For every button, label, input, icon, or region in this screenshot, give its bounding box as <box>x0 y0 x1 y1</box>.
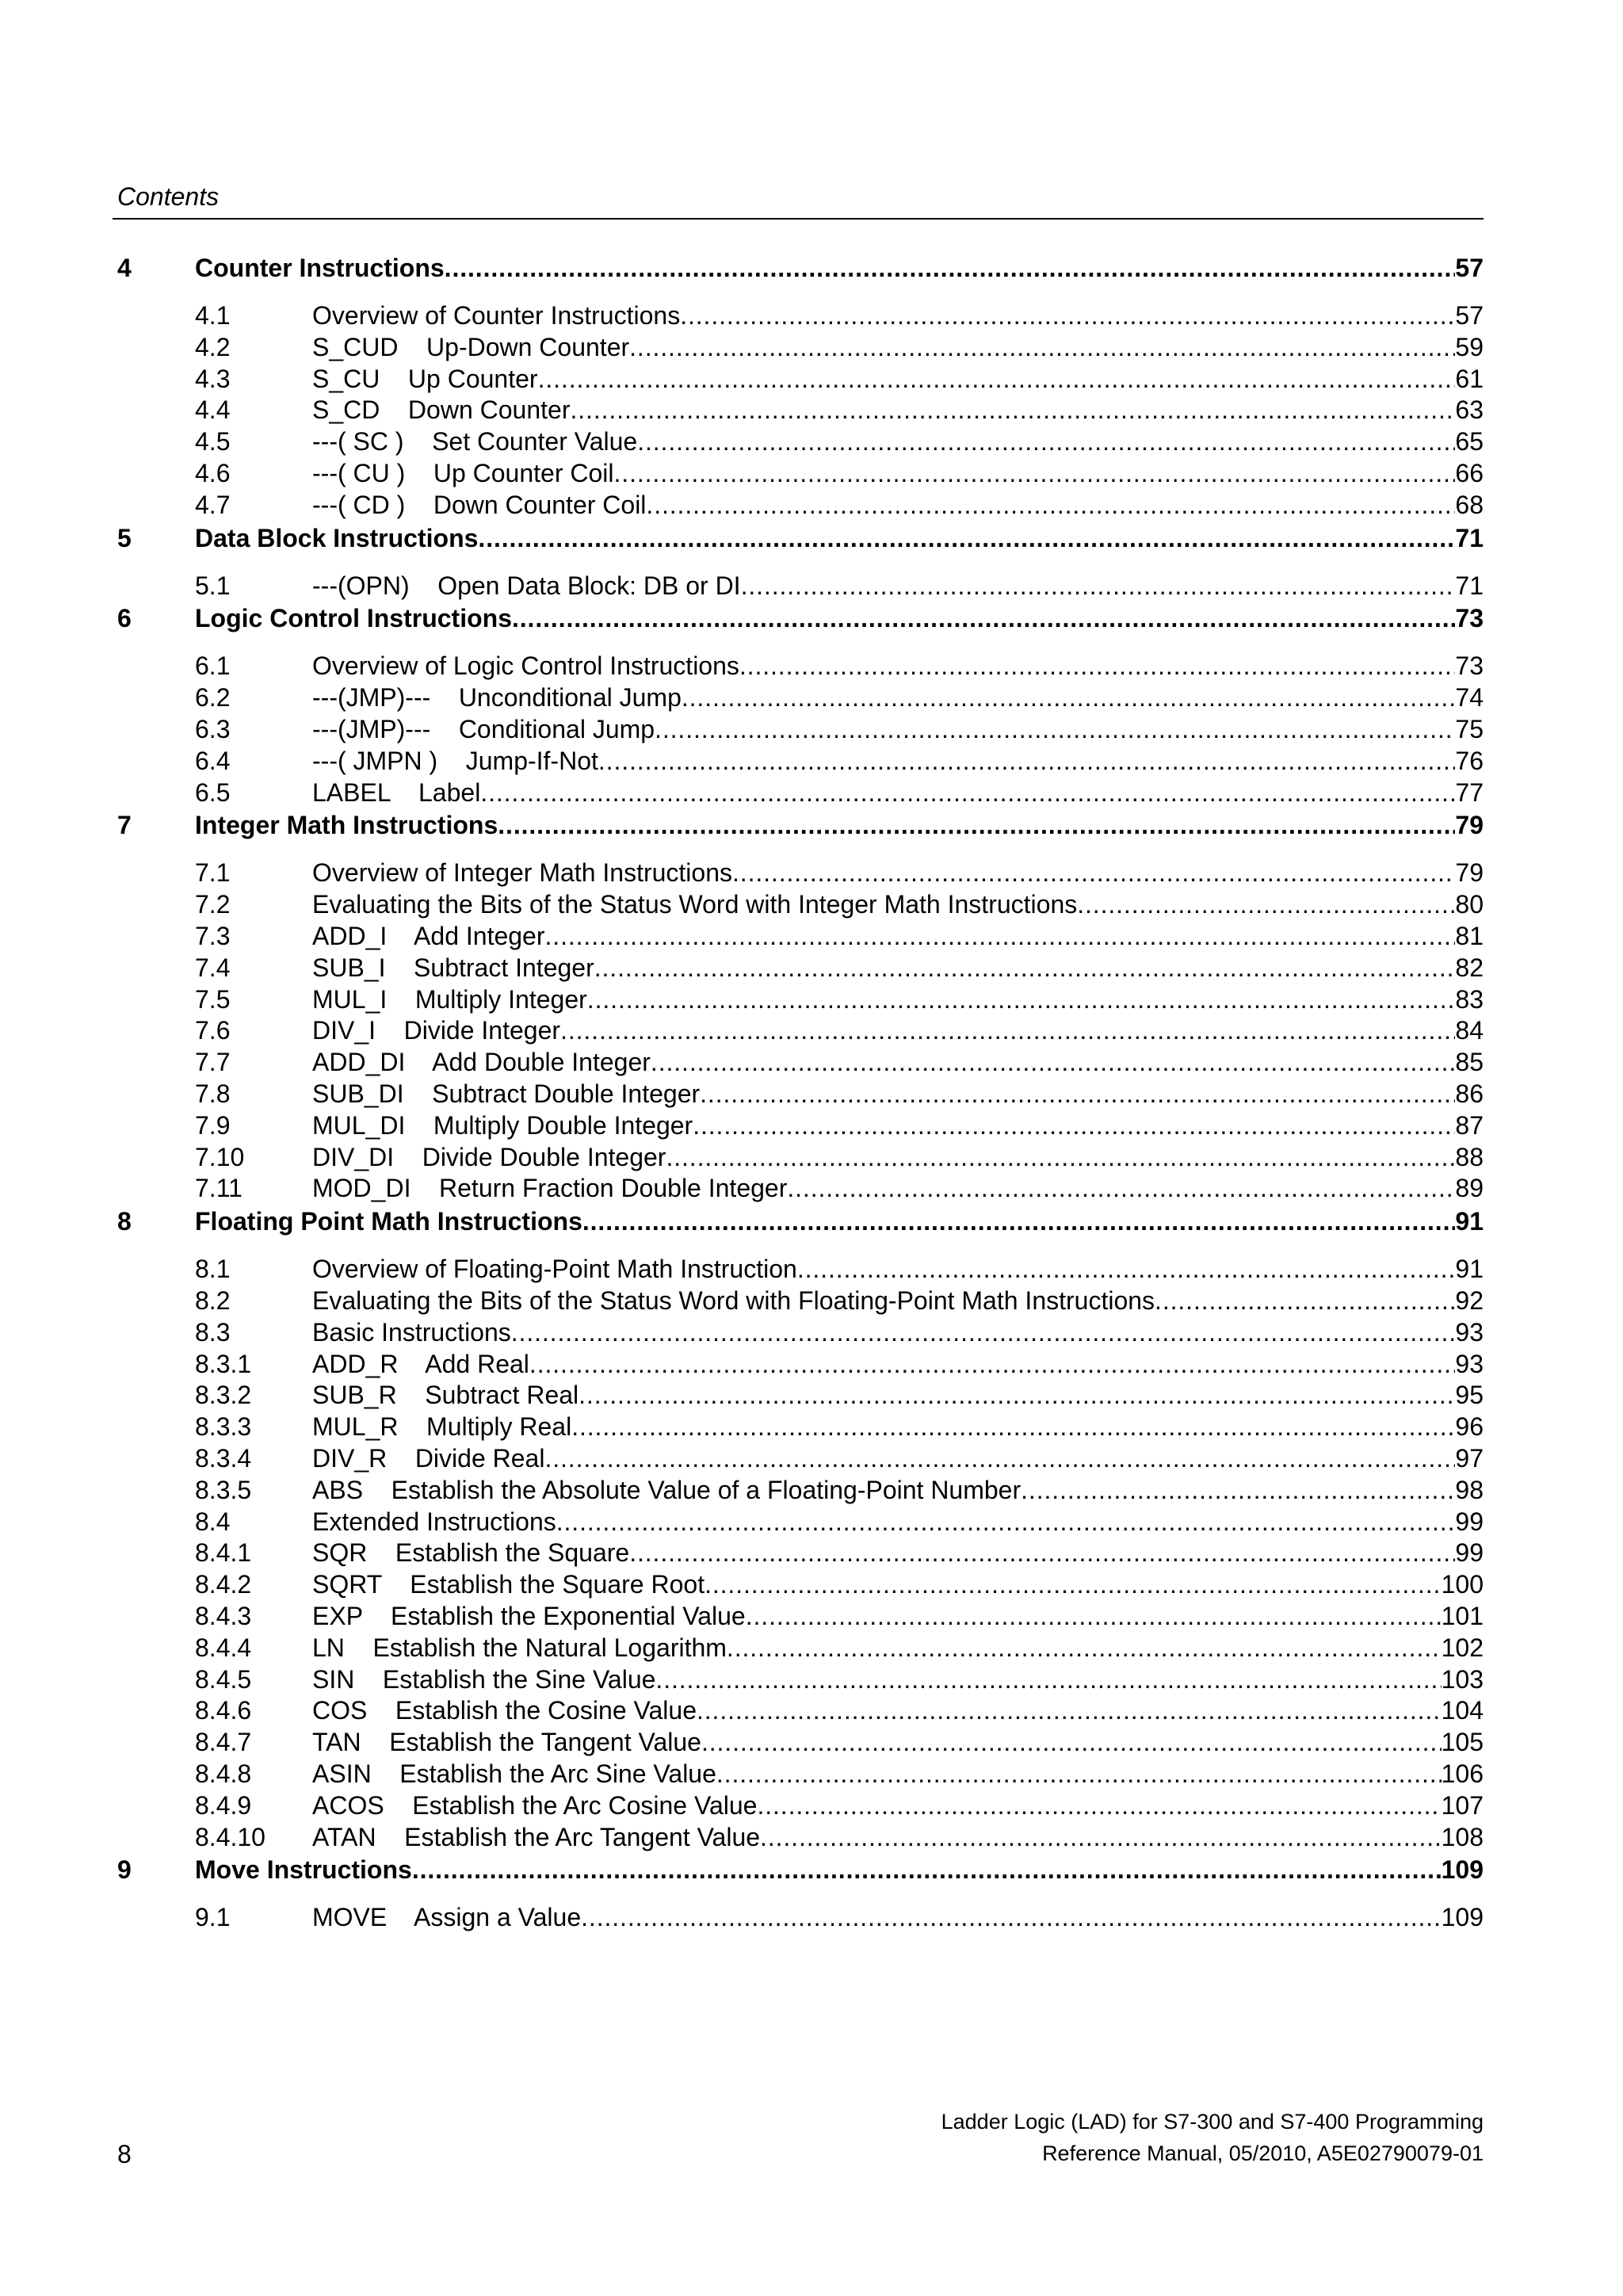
dot-leader <box>598 747 1456 776</box>
section-number: 6.4 <box>195 746 231 775</box>
chapter-number: 5 <box>117 523 132 552</box>
section-page: 59 <box>1455 332 1484 361</box>
section-page: 75 <box>1455 715 1484 743</box>
section-page: 100 <box>1441 1570 1484 1599</box>
section-number: 8.4.4 <box>195 1633 252 1662</box>
section-title: ---(JMP)--- Unconditional Jump <box>312 683 682 712</box>
section-number: 6.2 <box>195 683 231 712</box>
section-number: 7.2 <box>195 890 231 919</box>
dot-leader <box>732 858 1455 888</box>
section-title: COS Establish the Cosine Value <box>312 1696 697 1725</box>
dot-leader <box>582 1207 1456 1236</box>
section-title: SQRT Establish the Square Root <box>312 1570 705 1599</box>
section-title: S_CUD Up-Down Counter <box>312 332 630 361</box>
section-title: TAN Establish the Tangent Value <box>312 1728 701 1757</box>
dot-leader <box>545 922 1456 951</box>
section-page: 71 <box>1455 571 1484 600</box>
dot-leader <box>716 1759 1442 1789</box>
dot-leader <box>760 1823 1442 1852</box>
dot-leader <box>629 1538 1455 1568</box>
section-number: 4.3 <box>195 364 231 393</box>
toc-section-8-3-1[interactable] <box>195 1350 1484 1381</box>
section-page: 93 <box>1455 1349 1484 1378</box>
section-title: ---( JMPN ) Jump-If-Not <box>312 746 598 775</box>
toc-section-8-4-3[interactable] <box>195 1602 1484 1633</box>
toc-chapter-5[interactable] <box>117 524 1484 562</box>
toc-section-8-4-6[interactable] <box>195 1696 1484 1728</box>
dot-leader <box>646 491 1455 520</box>
dot-leader <box>538 365 1456 394</box>
section-number: 4.1 <box>195 301 231 330</box>
section-page: 105 <box>1441 1728 1484 1757</box>
toc-section-8-4-9[interactable] <box>195 1791 1484 1823</box>
toc-chapter-7[interactable] <box>117 811 1484 849</box>
toc-section-7-6[interactable] <box>195 1016 1484 1048</box>
dot-leader <box>445 254 1456 283</box>
dot-leader <box>498 811 1455 840</box>
section-page: 102 <box>1441 1633 1484 1662</box>
section-title: Overview of Counter Instructions <box>312 301 681 330</box>
section-number: 7.7 <box>195 1048 231 1077</box>
section-page: 108 <box>1441 1822 1484 1851</box>
toc-section-5-1[interactable] <box>195 571 1484 603</box>
section-number: 4.2 <box>195 332 231 361</box>
chapter-number: 9 <box>117 1855 132 1885</box>
dot-leader <box>651 1048 1456 1077</box>
section-number: 8.3.5 <box>195 1475 252 1504</box>
section-number: 4.6 <box>195 459 231 487</box>
toc-section-8-1[interactable] <box>195 1255 1484 1286</box>
toc-section-8-3[interactable] <box>195 1318 1484 1350</box>
toc-section-7-1[interactable] <box>195 858 1484 890</box>
toc-section-6-1[interactable] <box>195 651 1484 683</box>
section-page: 74 <box>1455 683 1484 712</box>
section-page: 107 <box>1441 1790 1484 1820</box>
section-number: 7.1 <box>195 858 231 888</box>
section-number: 7.9 <box>195 1110 231 1140</box>
section-title: Extended Instructions <box>312 1507 556 1536</box>
section-page: 89 <box>1455 1174 1484 1203</box>
section-number: 6.1 <box>195 651 231 681</box>
section-number: 8.1 <box>195 1255 231 1284</box>
section-number: 8.4.5 <box>195 1664 252 1694</box>
toc-section-4-7[interactable] <box>195 491 1484 522</box>
toc-section-7-3[interactable] <box>195 922 1484 953</box>
section-page: 82 <box>1455 953 1484 982</box>
section-page: 103 <box>1441 1664 1484 1694</box>
toc-section-6-5[interactable] <box>195 778 1484 810</box>
dot-leader <box>478 524 1455 553</box>
toc-section-7-5[interactable] <box>195 985 1484 1017</box>
chapter-number: 4 <box>117 254 132 282</box>
toc-section-9-1[interactable] <box>195 1903 1484 1935</box>
section-number: 8.3.3 <box>195 1412 252 1442</box>
dot-leader <box>579 1381 1455 1410</box>
chapter-title: Data Block Instructions <box>195 523 479 552</box>
section-title: DIV_DI Divide Double Integer <box>312 1142 666 1171</box>
dot-leader <box>741 571 1456 601</box>
section-title: S_CU Up Counter <box>312 364 538 393</box>
section-number: 4.4 <box>195 395 231 425</box>
dot-leader <box>701 1728 1442 1757</box>
section-page: 95 <box>1455 1381 1484 1410</box>
section-title: MUL_I Multiply Integer <box>312 984 587 1014</box>
dot-leader <box>511 1318 1456 1347</box>
section-page: 87 <box>1455 1110 1484 1140</box>
section-page: 91 <box>1455 1255 1484 1284</box>
chapter-title: Move Instructions <box>195 1855 412 1885</box>
section-page: 109 <box>1441 1903 1484 1932</box>
chapter-page: 91 <box>1455 1207 1484 1236</box>
dot-leader <box>697 1696 1442 1725</box>
dot-leader <box>700 1079 1455 1109</box>
toc-section-8-4-10[interactable] <box>195 1823 1484 1855</box>
chapter-page: 109 <box>1441 1855 1484 1885</box>
section-page: 88 <box>1455 1142 1484 1171</box>
footer-page-number: 8 <box>117 2140 132 2168</box>
toc-section-8-3-4[interactable] <box>195 1444 1484 1476</box>
chapter-number: 7 <box>117 811 132 840</box>
toc-section-8-3-2[interactable] <box>195 1381 1484 1412</box>
section-page: 97 <box>1455 1444 1484 1473</box>
toc-section-8-4-4[interactable] <box>195 1633 1484 1665</box>
footer-manual-reference: Reference Manual, 05/2010, A5E02790079-01 <box>1042 2141 1484 2165</box>
dot-leader <box>629 333 1455 362</box>
section-title: DIV_R Divide Real <box>312 1444 545 1473</box>
section-number: 8.4.8 <box>195 1759 252 1788</box>
dot-leader <box>693 1111 1455 1140</box>
dot-leader <box>556 1507 1456 1537</box>
section-number: 8.3.4 <box>195 1444 252 1473</box>
section-number: 8.3.1 <box>195 1349 252 1378</box>
section-number: 8.4.6 <box>195 1696 252 1725</box>
section-title: ADD_I Add Integer <box>312 922 545 950</box>
section-page: 61 <box>1455 364 1484 393</box>
dot-leader <box>682 683 1456 712</box>
section-title: ---( CD ) Down Counter Coil <box>312 490 647 519</box>
dot-leader <box>1021 1476 1455 1505</box>
section-number: 8.4.3 <box>195 1602 252 1630</box>
chapter-page: 79 <box>1455 811 1484 840</box>
section-title: Overview of Logic Control Instructions <box>312 651 739 681</box>
section-number: 5.1 <box>195 571 231 600</box>
dot-leader <box>666 1143 1455 1172</box>
section-title: LN Establish the Natural Logarithm <box>312 1633 727 1662</box>
section-number: 8.4.2 <box>195 1570 252 1599</box>
section-page: 79 <box>1455 858 1484 888</box>
section-title: EXP Establish the Exponential Value <box>312 1602 746 1630</box>
toc-section-7-7[interactable] <box>195 1048 1484 1079</box>
dot-leader <box>727 1633 1442 1663</box>
section-title: Evaluating the Bits of the Status Word with Floating-Point Math Instructions <box>312 1286 1155 1315</box>
dot-leader <box>529 1350 1456 1379</box>
dot-leader <box>787 1174 1455 1203</box>
toc-section-7-10[interactable] <box>195 1143 1484 1175</box>
chapter-page: 57 <box>1455 254 1484 282</box>
dot-leader <box>655 1665 1441 1694</box>
dot-leader <box>571 1412 1455 1442</box>
section-number: 6.5 <box>195 777 231 807</box>
toc-section-8-2[interactable] <box>195 1286 1484 1318</box>
section-page: 85 <box>1455 1048 1484 1077</box>
dot-leader <box>746 1602 1442 1631</box>
toc-section-7-8[interactable] <box>195 1079 1484 1111</box>
section-title: ACOS Establish the Arc Cosine Value <box>312 1790 758 1820</box>
toc-section-8-3-5[interactable] <box>195 1476 1484 1507</box>
dot-leader <box>560 1016 1455 1045</box>
section-number: 8.4.1 <box>195 1538 252 1568</box>
section-title: Basic Instructions <box>312 1317 511 1347</box>
dot-leader <box>570 395 1455 425</box>
toc-section-7-2[interactable] <box>195 890 1484 922</box>
dot-leader <box>637 427 1455 457</box>
section-page: 98 <box>1455 1475 1484 1504</box>
toc-section-8-4-7[interactable] <box>195 1728 1484 1759</box>
section-title: LABEL Label <box>312 777 481 807</box>
section-page: 96 <box>1455 1412 1484 1442</box>
section-title: SUB_R Subtract Real <box>312 1381 579 1410</box>
section-title: S_CD Down Counter <box>312 395 571 425</box>
section-number: 8.3.2 <box>195 1381 252 1410</box>
section-number: 7.6 <box>195 1016 231 1045</box>
section-page: 80 <box>1455 890 1484 919</box>
section-page: 76 <box>1455 746 1484 775</box>
section-number: 8.3 <box>195 1317 231 1347</box>
section-title: ---( CU ) Up Counter Coil <box>312 459 614 487</box>
chapter-page: 71 <box>1455 523 1484 552</box>
toc-section-7-11[interactable] <box>195 1174 1484 1205</box>
section-number: 8.4 <box>195 1507 231 1536</box>
section-title: ASIN Establish the Arc Sine Value <box>312 1759 716 1788</box>
dot-leader <box>614 459 1456 488</box>
toc-chapter-9[interactable] <box>117 1855 1484 1893</box>
section-page: 77 <box>1455 777 1484 807</box>
section-title: SUB_I Subtract Integer <box>312 953 594 982</box>
toc-chapter-6[interactable] <box>117 604 1484 642</box>
section-title: ---( SC ) Set Counter Value <box>312 427 638 457</box>
toc-section-7-4[interactable] <box>195 953 1484 985</box>
section-page: 68 <box>1455 490 1484 519</box>
section-title: ---(JMP)--- Conditional Jump <box>312 715 655 743</box>
toc-section-8-4[interactable] <box>195 1507 1484 1539</box>
section-title: SQR Establish the Square <box>312 1538 630 1568</box>
toc-section-8-4-8[interactable] <box>195 1759 1484 1791</box>
toc-section-6-3[interactable] <box>195 715 1484 747</box>
section-number: 7.4 <box>195 953 231 982</box>
section-title: ADD_DI Add Double Integer <box>312 1048 651 1077</box>
section-number: 7.3 <box>195 922 231 950</box>
section-number: 7.5 <box>195 984 231 1014</box>
toc-section-4-3[interactable] <box>195 365 1484 396</box>
section-title: DIV_I Divide Integer <box>312 1016 561 1045</box>
dot-leader <box>680 301 1455 330</box>
dot-leader <box>512 604 1455 633</box>
dot-leader <box>797 1255 1456 1284</box>
chapter-number: 6 <box>117 604 132 633</box>
chapter-page: 73 <box>1455 604 1484 633</box>
section-number: 7.8 <box>195 1079 231 1108</box>
section-page: 104 <box>1441 1696 1484 1725</box>
chapter-title: Floating Point Math Instructions <box>195 1207 582 1236</box>
section-page: 106 <box>1441 1759 1484 1788</box>
section-title: SUB_DI Subtract Double Integer <box>312 1079 701 1108</box>
section-number: 9.1 <box>195 1903 231 1932</box>
dot-leader <box>587 985 1456 1014</box>
chapter-title: Logic Control Instructions <box>195 604 512 633</box>
dot-leader <box>412 1855 1442 1885</box>
toc-section-6-4[interactable] <box>195 747 1484 778</box>
toc-chapter-4[interactable] <box>117 254 1484 292</box>
toc-section-8-3-3[interactable] <box>195 1412 1484 1444</box>
section-page: 57 <box>1455 301 1484 330</box>
footer-manual-title: Ladder Logic (LAD) for S7-300 and S7-400 Programming <box>941 2110 1484 2134</box>
section-page: 63 <box>1455 395 1484 425</box>
section-page: 73 <box>1455 651 1484 681</box>
toc-section-8-4-1[interactable] <box>195 1538 1484 1570</box>
toc-chapter-8[interactable] <box>117 1207 1484 1245</box>
dot-leader <box>1077 890 1455 919</box>
section-number: 7.11 <box>195 1174 242 1203</box>
dot-leader <box>581 1903 1441 1932</box>
section-number: 8.2 <box>195 1286 231 1315</box>
section-title: ADD_R Add Real <box>312 1349 529 1378</box>
section-title: Overview of Integer Math Instructions <box>312 858 732 888</box>
toc-section-4-4[interactable] <box>195 395 1484 427</box>
section-number: 6.3 <box>195 715 231 743</box>
dot-leader <box>757 1791 1441 1820</box>
section-title: MUL_DI Multiply Double Integer <box>312 1110 693 1140</box>
toc-section-4-6[interactable] <box>195 459 1484 491</box>
chapter-number: 8 <box>117 1207 132 1236</box>
section-number: 7.10 <box>195 1142 245 1171</box>
section-title: SIN Establish the Sine Value <box>312 1664 656 1694</box>
dot-leader <box>739 651 1456 681</box>
section-number: 4.5 <box>195 427 231 457</box>
section-page: 84 <box>1455 1016 1484 1045</box>
dot-leader <box>544 1444 1455 1473</box>
dot-leader <box>1155 1286 1455 1316</box>
section-page: 86 <box>1455 1079 1484 1108</box>
toc-section-4-2[interactable] <box>195 333 1484 365</box>
section-page: 65 <box>1455 427 1484 457</box>
section-title: Overview of Floating-Point Math Instruction <box>312 1255 797 1284</box>
section-page: 93 <box>1455 1317 1484 1347</box>
chapter-title: Integer Math Instructions <box>195 811 498 840</box>
toc-section-4-5[interactable] <box>195 427 1484 459</box>
dot-leader <box>480 778 1455 808</box>
section-title: ---(OPN) Open Data Block: DB or DI <box>312 571 741 600</box>
section-page: 99 <box>1455 1507 1484 1536</box>
dot-leader <box>655 715 1455 744</box>
section-page: 83 <box>1455 984 1484 1014</box>
section-page: 101 <box>1441 1602 1484 1630</box>
toc-section-8-4-2[interactable] <box>195 1570 1484 1602</box>
toc-section-7-9[interactable] <box>195 1111 1484 1143</box>
toc-section-4-1[interactable] <box>195 301 1484 333</box>
section-title: ABS Establish the Absolute Value of a Floating-Point Number <box>312 1475 1022 1504</box>
section-number: 8.4.9 <box>195 1790 252 1820</box>
header-rule <box>113 218 1484 220</box>
section-page: 92 <box>1455 1286 1484 1315</box>
section-title: MOVE Assign a Value <box>312 1903 582 1932</box>
section-page: 81 <box>1455 922 1484 950</box>
section-title: MUL_R Multiply Real <box>312 1412 572 1442</box>
dot-leader <box>594 953 1456 983</box>
toc-section-6-2[interactable] <box>195 683 1484 715</box>
section-number: 8.4.7 <box>195 1728 252 1757</box>
section-number: 8.4.10 <box>195 1822 265 1851</box>
section-page: 99 <box>1455 1538 1484 1568</box>
page-header-label: Contents <box>117 182 220 211</box>
section-title: Evaluating the Bits of the Status Word with Integer Math Instructions <box>312 890 1078 919</box>
toc-section-8-4-5[interactable] <box>195 1665 1484 1697</box>
section-title: MOD_DI Return Fraction Double Integer <box>312 1174 788 1203</box>
section-page: 66 <box>1455 459 1484 487</box>
dot-leader <box>705 1570 1442 1599</box>
chapter-title: Counter Instructions <box>195 254 445 282</box>
section-number: 4.7 <box>195 490 231 519</box>
section-title: ATAN Establish the Arc Tangent Value <box>312 1822 761 1851</box>
